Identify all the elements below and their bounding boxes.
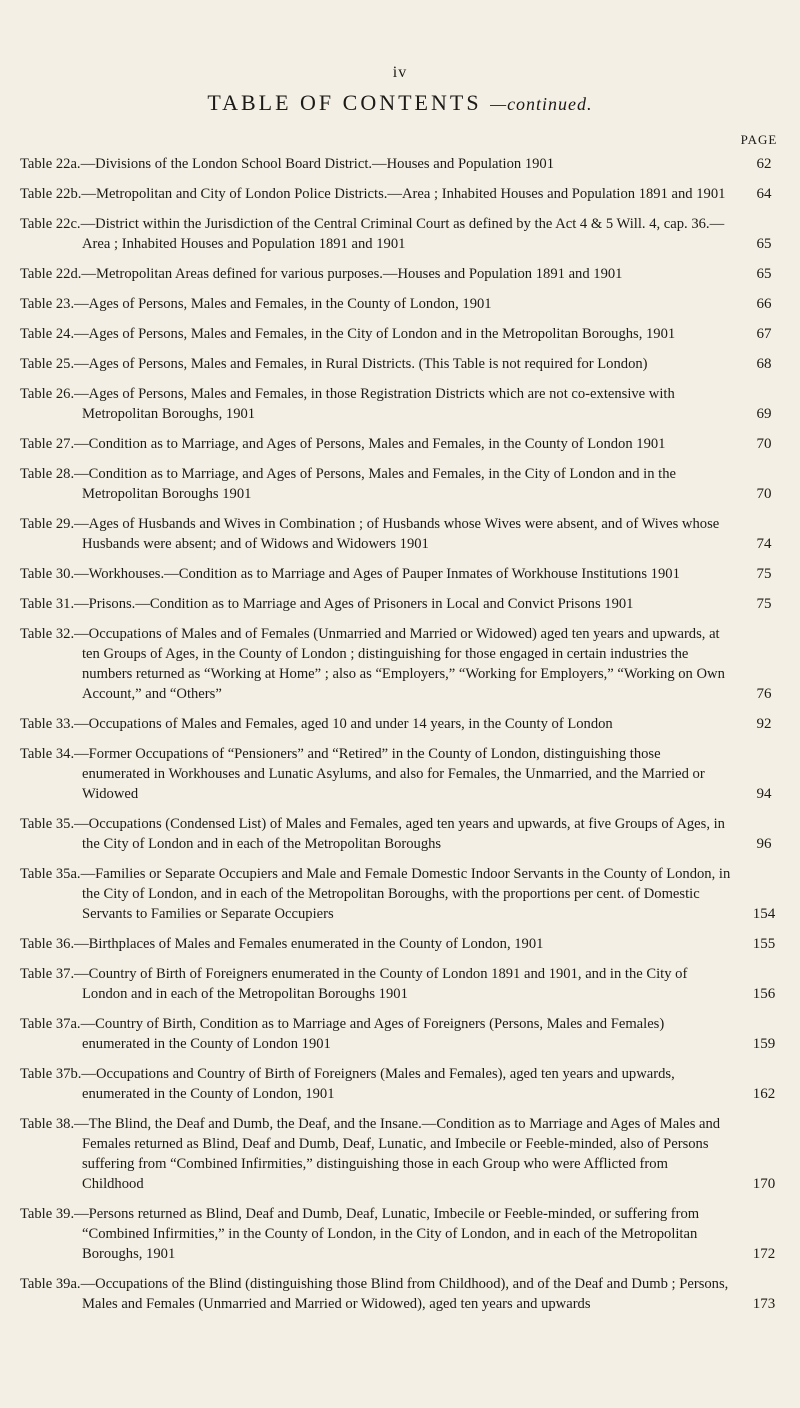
entry-page: 70	[756, 436, 772, 452]
entry-page: 62	[756, 156, 772, 172]
contents-entry	[20, 324, 790, 344]
entry-title: Table 23.—Ages of Persons, Males and Females, in the County of London, 1901	[20, 296, 492, 312]
entry-title: Table 28.—Condition as to Marriage, and Ages of Persons, Males and Females, in the City of London and in the Metropolitan Boroughs 1901	[20, 466, 676, 502]
contents-entry	[20, 184, 790, 204]
entry-title: Table 22a.—Divisions of the London School Board District.—Houses and Population 1901	[20, 156, 555, 172]
entry-page: 96	[756, 836, 772, 852]
page-title	[0, 90, 800, 116]
contents-entry	[20, 154, 790, 174]
contents-entry	[20, 1014, 790, 1054]
entry-page: 69	[756, 406, 772, 422]
contents-entry	[20, 624, 790, 704]
contents-entry	[20, 964, 790, 1004]
contents-entry	[20, 594, 790, 614]
contents-entry	[20, 264, 790, 284]
entry-title: Table 24.—Ages of Persons, Males and Females, in the City of London and in the Metropolitan Boroughs, 1901	[20, 326, 676, 342]
entry-title: Table 22c.—District within the Jurisdiction of the Central Criminal Court as defined by the Act 4 & 5 Will. 4, cap. 36.—Area ; Inhabited Houses and Population 1891 and 1901	[20, 216, 725, 252]
entry-title: Table 25.—Ages of Persons, Males and Females, in Rural Districts. (This Table is not required for London)	[20, 356, 648, 372]
entry-title: Table 34.—Former Occupations of “Pensioners” and “Retired” in the County of London, distinguishing those enumerated in Workhouses and Lunatic Asylums, and also for Females, the Unmarried, and the Married or Widowed	[20, 746, 705, 802]
entry-title: Table 27.—Condition as to Marriage, and Ages of Persons, Males and Females, in the County of London 1901	[20, 436, 666, 452]
entry-page: 65	[756, 266, 772, 282]
entry-title: Table 36.—Birthplaces of Males and Females enumerated in the County of London, 1901	[20, 936, 544, 952]
entry-page: 172	[752, 1246, 776, 1262]
entry-page: 67	[756, 326, 772, 342]
contents-list	[20, 154, 790, 1324]
contents-entry	[20, 514, 790, 554]
entry-title: Table 30.—Workhouses.—Condition as to Marriage and Ages of Pauper Inmates of Workhouse Institutions 1901	[20, 566, 680, 582]
contents-entry	[20, 934, 790, 954]
entry-title: Table 37b.—Occupations and Country of Birth of Foreigners (Males and Females), aged ten years and upwards, enumerated in the County of London, 1901	[20, 1066, 675, 1102]
entry-page: 74	[756, 536, 772, 552]
entry-title: Table 22b.—Metropolitan and City of London Police Districts.—Area ; Inhabited Houses and Population 1891 and 1901	[20, 186, 726, 202]
entry-title: Table 37a.—Country of Birth, Condition as to Marriage and Ages of Foreigners (Persons, Males and Females) enumerated in the County of London 1901	[20, 1016, 665, 1052]
entry-page: 162	[752, 1086, 776, 1102]
entry-page: 75	[756, 596, 772, 612]
entry-page: 66	[756, 296, 772, 312]
contents-entry	[20, 464, 790, 504]
page-number: iv	[392, 64, 408, 81]
entry-title: Table 33.—Occupations of Males and Females, aged 10 and under 14 years, in the County of London	[20, 716, 613, 732]
contents-entry	[20, 1274, 790, 1314]
contents-entry	[20, 1114, 790, 1194]
contents-entry	[20, 714, 790, 734]
entry-page: 68	[756, 356, 772, 372]
contents-entry	[20, 744, 790, 804]
contents-entry	[20, 354, 790, 374]
entry-title: Table 35a.—Families or Separate Occupiers and Male and Female Domestic Indoor Servants in the County of London, in the City of London, and in each of the Metropolitan Boroughs, with the proportions per cent. of Domestic Servants to Families or Separate Occupiers	[20, 866, 731, 922]
entry-title: Table 38.—The Blind, the Deaf and Dumb, the Deaf, and the Insane.—Condition as to Marriage and Ages of Males and Females returned as Blind, Deaf and Dumb, Deaf, Lunatic, and Imbecile or Feeble-minded, also of Persons suffering from “Combined Infirmities,” distinguishing those in each Group who were Afflicted from Childhood	[20, 1116, 721, 1192]
entry-title: Table 32.—Occupations of Males and of Females (Unmarried and Married or Widowed) aged ten years and upwards, at ten Groups of Ages, in the County of London ; distinguishing for those engaged in certain industries the numbers returned as “Working at Home” ; also as “Employers,” “Working for Employers,” “Working on Own Account,” and “Others”	[20, 626, 725, 702]
entry-page: 159	[752, 1036, 776, 1052]
contents-entry	[20, 1204, 790, 1264]
contents-entry	[20, 384, 790, 424]
entry-page: 173	[752, 1296, 776, 1312]
entry-page: 94	[756, 786, 772, 802]
entry-page: 64	[756, 186, 772, 202]
entry-title: Table 39a.—Occupations of the Blind (distinguishing those Blind from Childhood), and of the Deaf and Dumb ; Persons, Males and Females (Unmarried and Married or Widowed), aged ten years and upwards	[20, 1276, 729, 1312]
entry-page: 156	[752, 986, 776, 1002]
entry-title: Table 39.—Persons returned as Blind, Deaf and Dumb, Deaf, Lunatic, Imbecile or Feeble-minded, or suffering from “Combined Infirmities,” in the County of London, in the City of London, and in each of the Metropolitan Boroughs, 1901	[20, 1206, 700, 1262]
entry-page: 70	[756, 486, 772, 502]
entry-page: 76	[756, 686, 772, 702]
contents-entry	[20, 434, 790, 454]
entry-page: 75	[756, 566, 772, 582]
contents-entry	[20, 1064, 790, 1104]
entry-page: 170	[752, 1176, 776, 1192]
entry-page: 65	[756, 236, 772, 252]
contents-entry	[20, 294, 790, 314]
contents-entry	[20, 864, 790, 924]
entry-title: Table 29.—Ages of Husbands and Wives in Combination ; of Husbands whose Wives were absent, and of Wives whose Husbands were absent; and of Widows and Widowers 1901	[20, 516, 720, 552]
entry-title: Table 22d.—Metropolitan Areas defined for various purposes.—Houses and Population 1891 and 1901	[20, 266, 623, 282]
entry-page: 155	[752, 936, 776, 952]
contents-entry	[20, 214, 790, 254]
entry-page: 154	[752, 906, 776, 922]
contents-entry	[20, 564, 790, 584]
entry-page: 92	[756, 716, 772, 732]
contents-entry	[20, 814, 790, 854]
title-text: TABLE OF CONTENTS	[207, 90, 482, 115]
title-continued: —continued.	[490, 94, 593, 114]
page-column-label: PAGE	[740, 132, 778, 147]
entry-title: Table 35.—Occupations (Condensed List) of Males and Females, aged ten years and upwards, at five Groups of Ages, in the City of London and in each of the Metropolitan Boroughs	[20, 816, 725, 852]
entry-title: Table 37.—Country of Birth of Foreigners enumerated in the County of London 1891 and 1901, and in the City of London and in each of the Metropolitan Boroughs 1901	[20, 966, 688, 1002]
entry-title: Table 31.—Prisons.—Condition as to Marriage and Ages of Prisoners in Local and Convict Prisons 1901	[20, 596, 634, 612]
entry-title: Table 26.—Ages of Persons, Males and Females, in those Registration Districts which are not co-extensive with Metropolitan Boroughs, 1901	[20, 386, 675, 422]
